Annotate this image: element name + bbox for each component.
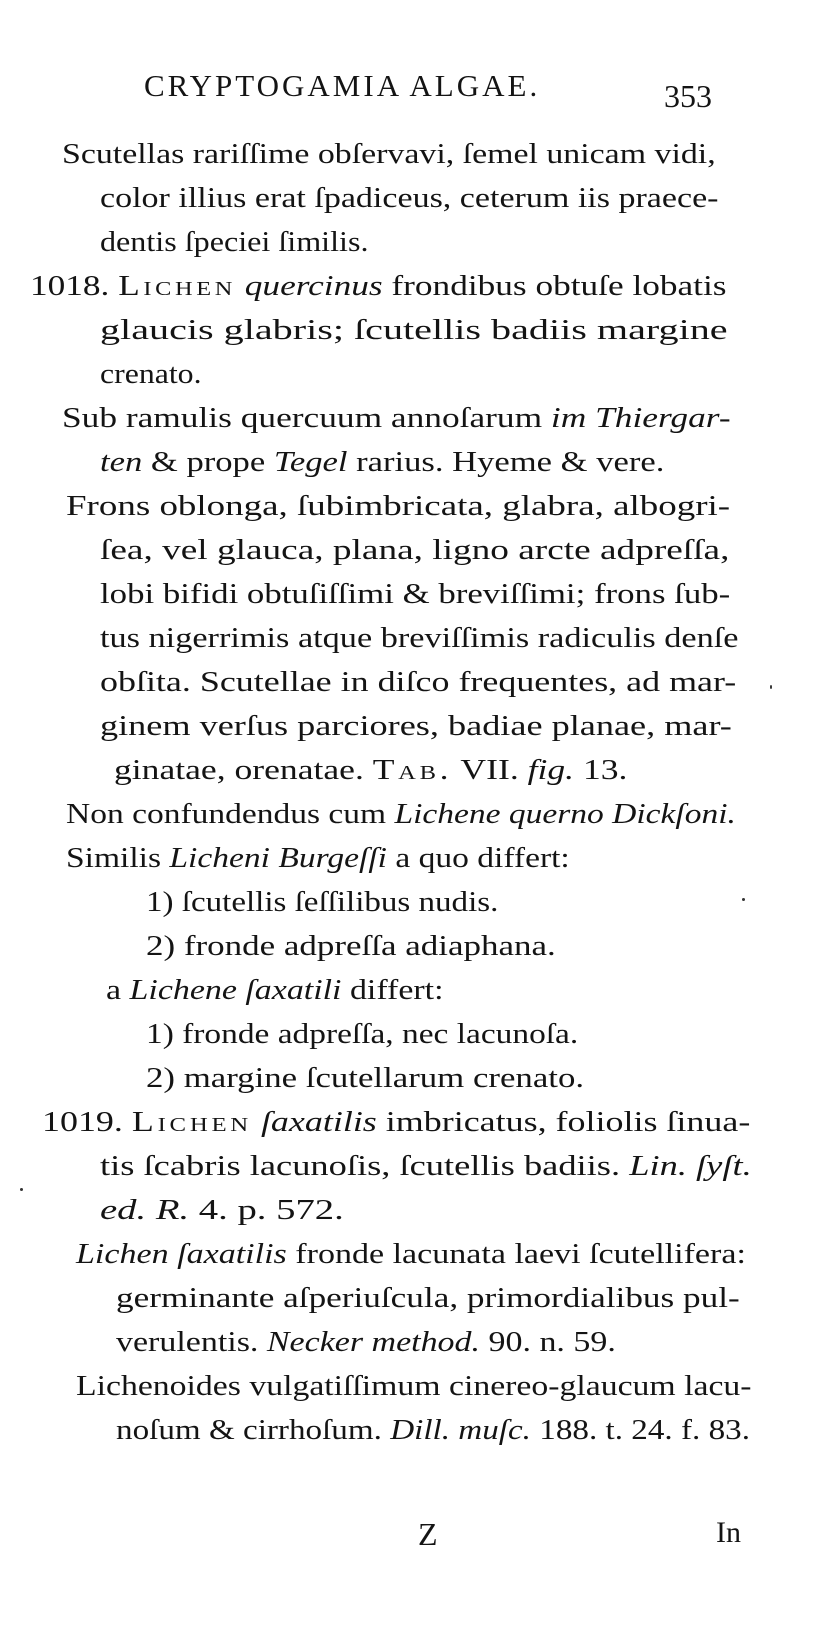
italic-run: Lichen ſaxatilis bbox=[76, 1238, 287, 1270]
text-line bbox=[62, 404, 731, 433]
page-number: 353 bbox=[664, 78, 712, 114]
text-line bbox=[100, 712, 732, 741]
text-line bbox=[100, 624, 739, 653]
italic-run: Necker method. bbox=[266, 1326, 481, 1358]
text-run: Non confundendus cum bbox=[66, 798, 395, 830]
text-run: 2) margine ſcutellarum crenato. bbox=[146, 1062, 585, 1094]
text-run: color illius erat ſpadiceus, ceterum iis praece- bbox=[100, 182, 719, 214]
text-run: fronde lacunata laevi ſcutellifera: bbox=[286, 1238, 746, 1270]
text-run: Frons oblonga, ſubimbricata, glabra, albogri- bbox=[66, 490, 731, 522]
text-line bbox=[146, 1064, 584, 1093]
text-line bbox=[100, 448, 664, 477]
text-line bbox=[62, 140, 716, 169]
text-run: 13. bbox=[574, 754, 628, 786]
text-line bbox=[146, 1020, 578, 1049]
italic-run: Lichene ſaxatili bbox=[129, 974, 342, 1006]
text-run: 1018. bbox=[30, 270, 119, 302]
italic-run: Dill. muſc. bbox=[390, 1414, 531, 1446]
text-line bbox=[100, 228, 368, 257]
text-run: 4. p. 572. bbox=[189, 1194, 344, 1226]
text-run: & prope bbox=[142, 446, 274, 478]
text-run: Scutellas rariſſime obſervavi, ſemel unicam vidi, bbox=[62, 138, 716, 170]
text-run: glaucis glabris; ſcutellis badiis margine bbox=[100, 314, 728, 346]
text-line bbox=[100, 316, 728, 345]
text-line bbox=[146, 932, 556, 961]
text-line bbox=[100, 668, 736, 697]
italic-run: Licheni Burgeſſi bbox=[169, 842, 387, 874]
text-run: germinante aſperiuſcula, primordialibus pul- bbox=[116, 1282, 740, 1314]
ink-speck bbox=[20, 1188, 23, 1191]
text-run: VII. bbox=[452, 754, 528, 786]
text-run bbox=[252, 1106, 261, 1138]
text-line bbox=[116, 1284, 740, 1313]
text-line bbox=[66, 492, 730, 521]
text-run: Sub ramulis quercuum annoſarum bbox=[62, 402, 551, 434]
text-run: obſita. Scutellae in diſco frequentes, ad mar- bbox=[100, 666, 737, 698]
italic-run: ſaxatilis bbox=[260, 1106, 377, 1138]
text-line bbox=[100, 580, 730, 609]
text-line bbox=[66, 844, 570, 873]
italic-run: Lichene querno Dickſoni. bbox=[394, 798, 736, 830]
text-run: a bbox=[106, 974, 130, 1006]
text-run: ginatae, orenatae. bbox=[114, 754, 373, 786]
running-head: CRYPTOGAMIA ALGAE. bbox=[144, 68, 541, 103]
text-line bbox=[146, 888, 498, 917]
text-run: tus nigerrimis atque breviſſimis radiculis denſe bbox=[100, 622, 739, 654]
text-run: 2) fronde adpreſſa adiaphana. bbox=[146, 930, 556, 962]
catchword: In bbox=[716, 1516, 741, 1549]
italic-run: Tegel bbox=[273, 446, 348, 478]
text-line bbox=[100, 360, 202, 389]
text-line bbox=[66, 800, 736, 829]
text-run: imbricatus, foliolis ſinua- bbox=[376, 1106, 751, 1138]
small-caps-run: Lichen bbox=[131, 1106, 252, 1138]
text-line bbox=[116, 1328, 616, 1357]
text-run: ginem verſus parciores, badiae planae, mar- bbox=[100, 710, 732, 742]
text-line bbox=[30, 272, 727, 301]
small-caps-run: Tab. bbox=[372, 754, 453, 786]
text-run: 1019. bbox=[42, 1106, 132, 1138]
text-run: Similis bbox=[66, 842, 170, 874]
text-run: crenato. bbox=[100, 358, 202, 390]
text-run: tis ſcabris lacunoſis, ſcutellis badiis. bbox=[100, 1150, 630, 1182]
italic-run: ed. R. bbox=[100, 1194, 190, 1226]
italic-run: fig. bbox=[527, 754, 575, 786]
signature-mark: Z bbox=[418, 1516, 438, 1552]
italic-run: Lin. ſyſt. bbox=[629, 1150, 752, 1182]
text-run: 1) ſcutellis ſeſſilibus nudis. bbox=[146, 886, 499, 918]
text-line bbox=[42, 1108, 750, 1137]
text-line bbox=[100, 1152, 752, 1181]
text-run: dentis ſpeciei ſimilis. bbox=[100, 226, 369, 258]
text-run: 188. t. 24. f. 83. bbox=[530, 1414, 750, 1446]
text-run bbox=[236, 270, 245, 302]
text-run: a quo differt: bbox=[386, 842, 570, 874]
text-run: noſum & cirrhoſum. bbox=[116, 1414, 391, 1446]
text-line bbox=[100, 536, 729, 565]
text-line bbox=[106, 976, 444, 1005]
text-line bbox=[100, 184, 719, 213]
text-line bbox=[76, 1372, 752, 1401]
text-line bbox=[116, 1416, 750, 1445]
text-run: verulentis. bbox=[116, 1326, 267, 1358]
text-line bbox=[76, 1240, 746, 1269]
text-run: ſea, vel glauca, plana, ligno arcte adpreſſa, bbox=[100, 534, 730, 566]
text-line bbox=[100, 1196, 344, 1225]
small-caps-run: Lichen bbox=[118, 270, 236, 302]
text-run: differt: bbox=[341, 974, 444, 1006]
text-run: lobi bifidi obtuſiſſimi & breviſſimi; frons ſub- bbox=[100, 578, 731, 610]
ink-speck bbox=[742, 898, 745, 901]
italic-run: im Thiergar- bbox=[550, 402, 731, 434]
text-run: frondibus obtuſe lobatis bbox=[382, 270, 727, 302]
text-line bbox=[114, 756, 627, 785]
ink-speck bbox=[770, 685, 772, 689]
italic-run: quercinus bbox=[244, 270, 383, 302]
text-run: 1) fronde adpreſſa, nec lacunoſa. bbox=[146, 1018, 579, 1050]
text-run: rarius. Hyeme & vere. bbox=[347, 446, 665, 478]
text-run: 90. n. 59. bbox=[480, 1326, 616, 1358]
text-run: Lichenoides vulgatiſſimum cinereo-glaucum lacu- bbox=[76, 1370, 752, 1402]
italic-run: ten bbox=[100, 446, 143, 478]
